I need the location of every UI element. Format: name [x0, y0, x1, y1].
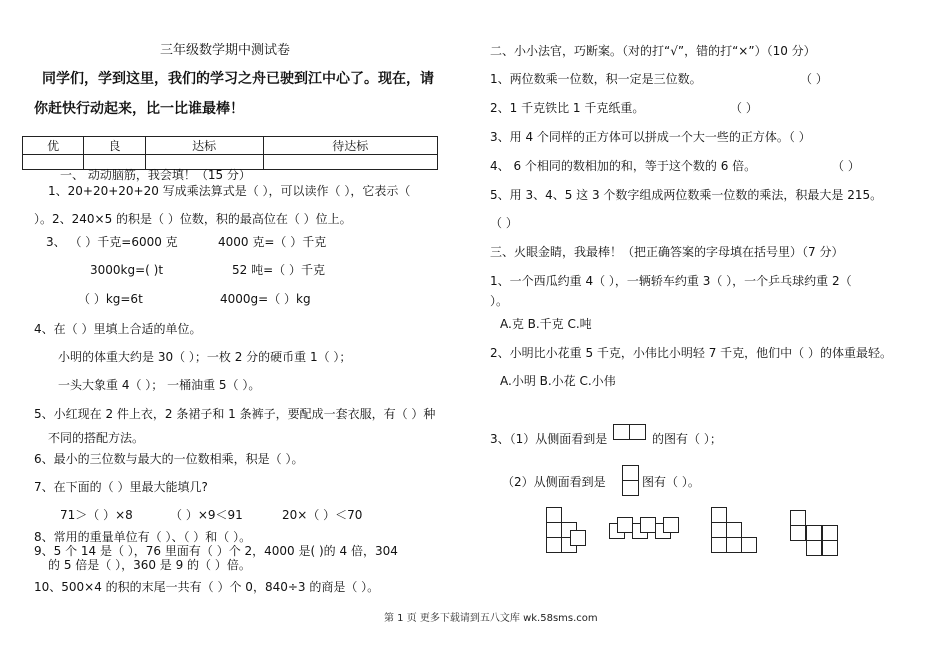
section-3-heading: 三、火眼金睛，我最棒！（把正确答案的字母填在括号里）（7 分）: [490, 245, 844, 259]
judge-1: 1、两位数乘一位数，积一定是三位数。: [490, 72, 702, 86]
judge-4: 4、 6 个相同的数相加的和，等于这个数的 6 倍。: [490, 159, 757, 173]
question-4a: 小明的体重大约是 30（ ）；一枚 2 分的硬币重 1（ ）；: [58, 350, 352, 364]
judge-5-paren[interactable]: （ ）: [490, 216, 518, 230]
question-3b-left: 3000kg=( )t: [90, 263, 164, 277]
page-footer: 第 1 页 更多下载请到五八文库 wk.58sms.com: [384, 613, 598, 624]
question-9b: 的 5 倍是（ ），360 是 9 的（ ）倍。: [48, 558, 251, 572]
question-2: ）。2、240×5 的积是（ ）位数，积的最高位在（ ）位上。: [34, 212, 352, 226]
question-3c-right: 4000g=（ ）kg: [220, 292, 311, 306]
judge-2: 2、1 千克铁比 1 千克纸重。: [490, 101, 645, 115]
question-7: 7、在下面的（ ）里最大能填几?: [34, 480, 208, 494]
choice-3b-suffix: 图有（ ）。: [642, 475, 700, 489]
question-3c-left: （ ）kg=6t: [78, 292, 143, 306]
choice-3b-prefix: （2）从侧面看到是: [502, 475, 606, 489]
question-3a-right: 4000 克=（ ）千克: [218, 235, 327, 249]
choice-1-end: ）。: [490, 294, 509, 308]
intro-line-1: 同学们，学到这里，我们的学习之舟已驶到江中心了。现在，请: [42, 71, 434, 87]
judge-4-paren[interactable]: （ ）: [832, 159, 860, 173]
grade-needs-work: 待达标: [263, 137, 437, 155]
page-title: 三年级数学期中测试卷: [160, 43, 291, 58]
intro-line-2: 你赶快行动起来，比一比谁最棒！: [34, 101, 244, 117]
judge-3: 3、用 4 个同样的正方体可以拼成一个大一些的正方体。（ ）: [490, 130, 811, 144]
question-3b-right: 52 吨=（ ）千克: [232, 263, 325, 277]
question-7c: 20×（ ）＜70: [282, 508, 363, 522]
question-1: 1、20+20+20+20 写成乘法算式是（ ），可以读作（ ），它表示（: [48, 184, 411, 198]
grade-good: 良: [84, 137, 145, 155]
grade-excellent: 优: [23, 137, 84, 155]
grade-pass: 达标: [145, 137, 263, 155]
question-5b: 不同的搭配方法。: [48, 431, 145, 445]
judge-1-paren[interactable]: （ ）: [800, 72, 828, 86]
grade-table: [22, 136, 438, 170]
grade-cell[interactable]: [263, 155, 437, 170]
choice-2-options: A.小明 B.小花 C.小伟: [500, 374, 616, 388]
question-8: 8、常用的重量单位有（ ）、（ ）和（ ）。: [34, 530, 252, 544]
choice-3a-suffix: 的图有（ ）；: [652, 432, 722, 446]
question-7a: 71＞（ ）×8: [60, 508, 133, 522]
section-2-heading: 二、小小法官，巧断案。（对的打“√”，错的打“×”）（10 分）: [490, 44, 816, 58]
question-4: 4、在（ ）里填上合适的单位。: [34, 322, 202, 336]
question-10: 10、500×4 的积的末尾一共有（ ）个 0，840÷3 的商是（ ）。: [34, 580, 380, 594]
choice-3a-prefix: 3、（1）从侧面看到是: [490, 432, 608, 446]
choice-1: 1、一个西瓜约重 4（ ），一辆轿车约重 3（ ），一个乒乓球约重 2（: [490, 274, 852, 288]
question-7b: （ ）×9＜91: [170, 508, 243, 522]
choice-1-options: A.克 B.千克 C.吨: [500, 317, 592, 331]
judge-2-paren[interactable]: （ ）: [730, 101, 758, 115]
choice-2: 2、小明比小花重 5 千克，小伟比小明轻 7 千克，他们中（ ）的体重最轻。: [490, 346, 892, 360]
question-9a: 9、5 个 14 是（ ），76 里面有（ ）个 2，4000 是( )的 4 倍，304: [34, 544, 398, 558]
judge-5: 5、用 3、4、5 这 3 个数字组成两位数乘一位数的乘法，积最大是 215。: [490, 188, 883, 202]
question-4b: 一头大象重 4（ ）； 一桶油重 5（ ）。: [58, 378, 261, 392]
question-6: 6、最小的三位数与最大的一位数相乘，积是（ ）。: [34, 452, 304, 466]
section-1-heading: 一、 动动脑筋，我会填！（15 分）: [60, 168, 251, 182]
question-5a: 5、小红现在 2 件上衣，2 条裙子和 1 条裤子，要配成一套衣服，有（ ）种: [34, 407, 436, 421]
question-3a-left: 3、 （ ）千克=6000 克: [46, 235, 178, 249]
